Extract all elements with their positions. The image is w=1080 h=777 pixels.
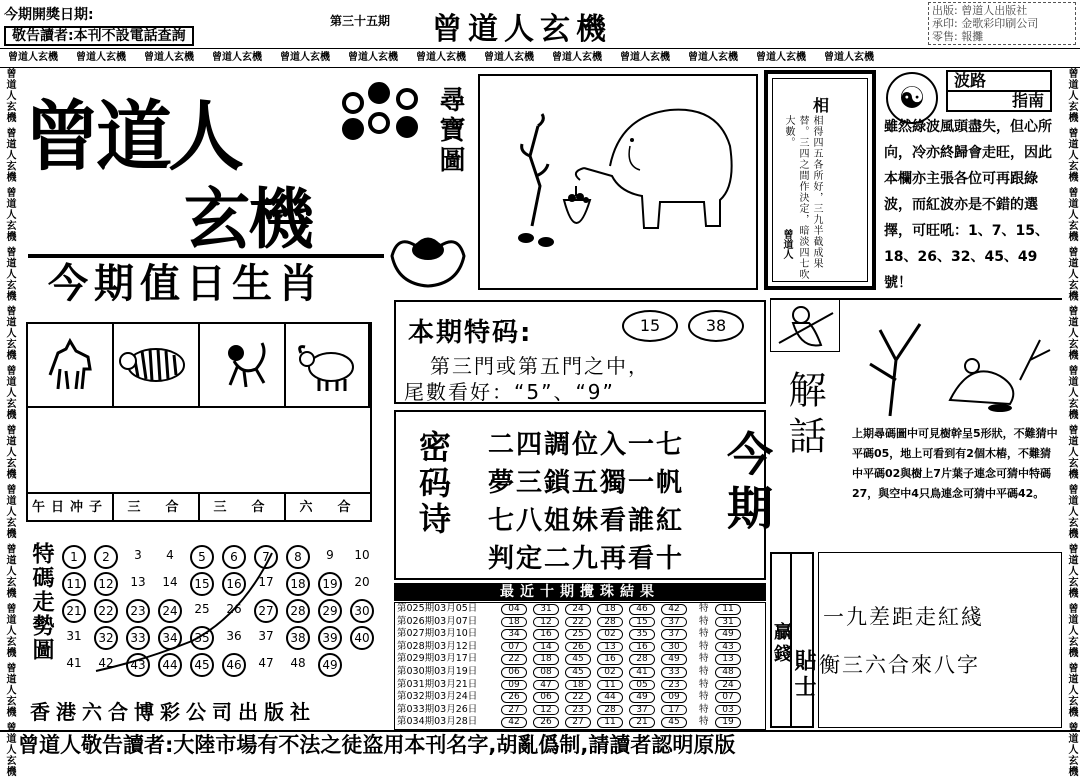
- results-row: [395, 628, 765, 641]
- results-ball: 14: [533, 642, 559, 653]
- monkey-icon: [212, 335, 272, 395]
- trend-number: 3: [134, 548, 142, 562]
- results-special-label: 特: [699, 603, 709, 614]
- brand-rail-item: 曾道人玄機: [4, 365, 15, 425]
- results-ball: 44: [597, 692, 623, 703]
- brand-rail-item: 曾道人玄機: [1066, 127, 1077, 187]
- brand-rail-item: 曾道人玄機: [756, 52, 806, 63]
- tiger-icon: [118, 335, 194, 395]
- brand-rail-item: 曾道人玄機: [1066, 603, 1077, 663]
- brand-rail-item: 曾道人玄機: [4, 722, 15, 777]
- results-ball: 45: [565, 654, 591, 665]
- trend-number: 15: [190, 572, 214, 596]
- brand-rail-item: 曾道人玄機: [1066, 484, 1077, 544]
- zodiac-cell: [114, 324, 200, 408]
- special-code-box: [394, 300, 766, 404]
- results-ball: 11: [597, 680, 623, 691]
- brand-rail-item: 曾道人玄機: [76, 52, 126, 63]
- treasure-map-label: 尋寶圖: [435, 86, 465, 176]
- trend-number: 8: [286, 545, 310, 569]
- trend-number: 44: [158, 653, 182, 677]
- trend-number: 29: [318, 599, 342, 623]
- trend-number: 9: [326, 548, 334, 562]
- treasure-illustration: [478, 74, 758, 290]
- results-row: [395, 666, 765, 679]
- results-special-ball: 11: [715, 604, 741, 615]
- brand-rail-item: 曾道人玄機: [1066, 305, 1077, 366]
- trend-number: 46: [222, 653, 246, 677]
- brand-rail-item: 曾道人玄機: [484, 52, 534, 63]
- results-ball: 41: [629, 667, 655, 678]
- poem-card-title: 相: [813, 96, 830, 115]
- phone-notice: 敬告讀者:本刊不設電話查詢: [4, 26, 194, 46]
- results-ball: 02: [597, 629, 623, 640]
- brand-rail-item: 曾道人玄機: [4, 68, 15, 128]
- results-ball: 24: [565, 604, 591, 615]
- results-title: 最近十期攪珠結果: [394, 583, 766, 601]
- boluo-title-a: 波路: [946, 70, 1052, 92]
- deco-dot: [396, 116, 418, 138]
- trend-chart-label: 特碼走勢圖: [29, 542, 54, 662]
- trend-number: 38: [286, 626, 310, 650]
- brand-rail-item: 曾道人玄機: [1066, 246, 1077, 306]
- trend-number: 14: [162, 575, 178, 589]
- brand-rail-item: 曾道人玄機: [1066, 186, 1077, 247]
- trend-number: 28: [286, 599, 310, 623]
- results-special-label: 特: [699, 703, 709, 715]
- explanation-label: 解話: [782, 370, 826, 462]
- trend-number: 25: [194, 602, 210, 616]
- results-row: [395, 641, 765, 654]
- results-special-label: 特: [699, 653, 709, 665]
- results-ball: 12: [533, 705, 559, 716]
- results-special-ball: 07: [715, 692, 741, 703]
- results-row: [395, 603, 765, 616]
- results-ball: 07: [501, 642, 527, 653]
- trend-number: 32: [94, 626, 118, 650]
- trend-number: 35: [190, 626, 214, 650]
- sage-icon: [771, 299, 839, 351]
- deco-dot: [368, 112, 390, 134]
- deco-dot: [342, 118, 364, 140]
- results-ball: 31: [533, 604, 559, 615]
- brand-rail-item: 曾道人玄機: [4, 127, 15, 187]
- trend-number: 16: [222, 572, 246, 596]
- results-ball: 37: [661, 617, 687, 628]
- brand-rail-item: 曾道人玄機: [1066, 662, 1077, 723]
- results-ball: 09: [661, 692, 687, 703]
- trend-number: 36: [226, 629, 242, 643]
- trend-curve: [92, 545, 292, 675]
- results-ball: 28: [629, 654, 655, 665]
- results-ball: 33: [661, 667, 687, 678]
- special-code-number: 15: [622, 310, 678, 342]
- trend-number: 27: [254, 599, 278, 623]
- results-ball: 16: [597, 654, 623, 665]
- bagua-icon: ☯: [886, 72, 938, 124]
- brand-rail-item: 曾道人玄機: [416, 52, 466, 63]
- explanation-text: 上期尋碼圖中可見樹幹呈5形狀，不難猜中平碼05，地上可看到有2個木樁，不難猜中平碼02與樹上7片葉子連念可猜中特碼27，與空中4只鳥連念可猜中平碼42。: [852, 427, 1058, 500]
- results-row: [395, 704, 765, 717]
- cipher-poem-line: 夢三鎖五獨一帆: [488, 468, 685, 498]
- results-date: 第030期03月19日: [397, 666, 478, 677]
- brand-rail-item: 曾道人玄機: [4, 484, 15, 544]
- trend-number: 30: [350, 599, 374, 623]
- win-tips-label-a: 贏錢: [770, 552, 792, 728]
- zodiac-blank-row: [28, 408, 370, 494]
- results-ball: 46: [629, 604, 655, 615]
- header-bar: [0, 0, 1080, 48]
- results-row: [395, 716, 765, 729]
- results-ball: 02: [597, 667, 623, 678]
- results-date: 第033期03月26日: [397, 703, 478, 715]
- publisher-footer: 香港六合博彩公司出版社: [30, 700, 316, 724]
- results-date: 第032期03月24日: [397, 691, 478, 703]
- zodiac-cell: [28, 324, 114, 408]
- brand-rail-item: 曾道人玄機: [4, 424, 15, 485]
- results-ball: 25: [565, 629, 591, 640]
- trend-number: 21: [62, 599, 86, 623]
- cipher-poem-box: [394, 410, 774, 580]
- trend-number: 43: [126, 653, 150, 677]
- results-special-ball: 31: [715, 617, 741, 628]
- results-row: [395, 691, 765, 704]
- logo-main-text: 曾道人: [24, 92, 240, 181]
- results-special-label: 特: [699, 615, 709, 627]
- cipher-poem-line: 七八姐妹看誰紅: [488, 506, 685, 536]
- brand-rail-item: 曾道人玄機: [1066, 365, 1077, 425]
- trend-number: 49: [318, 653, 342, 677]
- boluo-guide-text: 雖然綠波風頭盡失，但心所向，冷亦終歸會走旺，因此本欄亦主張各位可再跟綠波，而紅波亦是不錯的選擇，可旺吼：1、7、15、18、26、32、45、49號！: [884, 119, 1052, 291]
- trend-number: 47: [258, 656, 274, 670]
- horse-icon: [40, 335, 100, 395]
- trend-number: 26: [226, 602, 242, 616]
- brand-rail-item: 曾道人玄機: [212, 52, 262, 63]
- trend-number: 39: [318, 626, 342, 650]
- results-special-label: 特: [699, 640, 709, 652]
- results-ball: 42: [501, 717, 527, 728]
- results-date: 第028期03月12日: [397, 640, 478, 652]
- special-code-title: 本期特码:: [408, 318, 533, 348]
- brand-rail-item: 曾道人玄機: [4, 543, 15, 604]
- results-ball: 06: [501, 667, 527, 678]
- results-special-label: 特: [699, 716, 709, 728]
- brand-rail-item: 曾道人玄機: [1066, 424, 1077, 485]
- trend-number: 42: [98, 656, 114, 670]
- trend-number: 31: [66, 629, 82, 643]
- printer-line: 承印: 金歌彩印刷公司: [932, 17, 1039, 30]
- trend-number: 12: [94, 572, 118, 596]
- special-code-number: 38: [688, 310, 744, 342]
- zodiac-table: [26, 322, 372, 522]
- results-ball: 22: [501, 654, 527, 665]
- special-code-line: 第三門或第五門之中，: [430, 354, 650, 378]
- results-date: 第031期03月21日: [397, 678, 478, 690]
- results-ball: 37: [661, 629, 687, 640]
- this-issue-label: 今期: [720, 430, 774, 538]
- results-ball: 16: [629, 642, 655, 653]
- results-ball: 27: [501, 705, 527, 716]
- results-ball: 18: [533, 654, 559, 665]
- zodiac-cell: [286, 324, 370, 408]
- footer-notice: 曾道人敬告讀者:大陸市場有不法之徒盗用本刊名字,胡亂僞制,請讀者認明原版: [0, 730, 1080, 758]
- results-ball: 26: [501, 692, 527, 703]
- trend-number: 18: [286, 572, 310, 596]
- results-special-ball: 13: [715, 654, 741, 665]
- results-ball: 35: [629, 629, 655, 640]
- results-ball: 18: [565, 680, 591, 691]
- results-ball: 45: [661, 717, 687, 728]
- brand-rail-item: 曾道人玄機: [1066, 68, 1077, 128]
- sage-illustration: [770, 298, 840, 352]
- trend-number: 37: [258, 629, 274, 643]
- special-code-line: 尾數看好：“5”、“9”: [404, 380, 615, 404]
- results-special-ball: 24: [715, 680, 741, 691]
- publisher-line: 出版: 曾道人出版社: [932, 4, 1028, 17]
- trend-number: 11: [62, 572, 86, 596]
- trend-number: 17: [258, 575, 274, 589]
- brand-rail-item: 曾道人玄機: [348, 52, 398, 63]
- results-special-ball: 03: [715, 705, 741, 716]
- scene-illustration: [850, 300, 1056, 418]
- trend-number: 45: [190, 653, 214, 677]
- results-special-ball: 49: [715, 629, 741, 640]
- results-ball: 26: [533, 717, 559, 728]
- results-ball: 04: [501, 604, 527, 615]
- trend-number: 41: [66, 656, 82, 670]
- brand-rail-left: [0, 68, 18, 777]
- results-ball: 28: [597, 705, 623, 716]
- zodiac-label: 午日冲子: [28, 494, 114, 522]
- brand-rail-top: [0, 48, 1080, 68]
- poem-card: [764, 70, 876, 290]
- trend-number: 48: [290, 656, 306, 670]
- win-tips-label-b: 貼士: [792, 552, 814, 728]
- brand-rail-item: 曾道人玄機: [1066, 543, 1077, 604]
- trend-number: 40: [350, 626, 374, 650]
- results-ball: 06: [533, 692, 559, 703]
- results-row: [395, 616, 765, 629]
- results-special-label: 特: [699, 666, 709, 677]
- issue-date-label: 今期開獎日期:: [4, 7, 94, 23]
- trend-number: 5: [190, 545, 214, 569]
- results-ball: 42: [661, 604, 687, 615]
- brand-rail-item: 曾道人玄機: [4, 603, 15, 663]
- trend-number: 1: [62, 545, 86, 569]
- logo-sub-text: 玄機: [184, 181, 312, 258]
- results-ball: 23: [565, 705, 591, 716]
- win-tips-line: 衡三六合來八字: [819, 653, 980, 677]
- results-ball: 08: [533, 667, 559, 678]
- results-ball: 09: [501, 680, 527, 691]
- trend-number: 19: [318, 572, 342, 596]
- results-ball: 11: [597, 717, 623, 728]
- results-date: 第025期03月05日: [397, 603, 478, 614]
- results-special-label: 特: [699, 678, 709, 690]
- trend-number: 10: [354, 548, 370, 562]
- brand-rail-item: 曾道人玄機: [620, 52, 670, 63]
- trend-number: 2: [94, 545, 118, 569]
- win-tips-box: [818, 552, 1062, 728]
- results-special-label: 特: [699, 628, 709, 640]
- trend-number: 7: [254, 545, 278, 569]
- results-ball: 22: [565, 617, 591, 628]
- results-ball: 05: [629, 680, 655, 691]
- gold-ingot-icon: [388, 228, 468, 290]
- brand-rail-item: 曾道人玄機: [688, 52, 738, 63]
- results-ball: 12: [533, 617, 559, 628]
- results-date: 第026期03月07日: [397, 615, 478, 627]
- results-ball: 27: [565, 717, 591, 728]
- brand-rail-item: 曾道人玄機: [144, 52, 194, 63]
- issue-number: 第三十五期: [330, 14, 391, 28]
- results-ball: 28: [597, 617, 623, 628]
- trend-number: 33: [126, 626, 150, 650]
- brand-rail-item: 曾道人玄機: [4, 186, 15, 247]
- win-tips-line: 一九差距走紅綫: [823, 605, 984, 629]
- cipher-poem-label: 密码诗: [414, 430, 452, 538]
- brand-rail-item: 曾道人玄機: [280, 52, 330, 63]
- results-ball: 13: [597, 642, 623, 653]
- results-special-ball: 43: [715, 642, 741, 653]
- trend-number: 24: [158, 599, 182, 623]
- trend-number: 23: [126, 599, 150, 623]
- results-date: 第029期03月17日: [397, 653, 478, 665]
- results-ball: 34: [501, 629, 527, 640]
- poem-card-text: 相得四五各所好，三九半截成果替。三四之間作決定，暗淡四七吹大數。: [783, 115, 822, 280]
- results-ball: 47: [533, 680, 559, 691]
- results-date: 第027期03月10日: [397, 628, 478, 640]
- poem-card-inner: [772, 78, 868, 282]
- brand-rail-item: 曾道人玄機: [552, 52, 602, 63]
- deco-dot: [396, 88, 418, 110]
- results-special-ball: 48: [715, 667, 741, 678]
- results-ball: 45: [565, 667, 591, 678]
- sheep-icon: [295, 335, 359, 395]
- results-ball: 23: [661, 680, 687, 691]
- retail-line: 零售: 報攤: [932, 30, 984, 43]
- results-ball: 18: [597, 604, 623, 615]
- masthead-logo: [24, 76, 384, 258]
- zodiac-label: 三 合: [200, 494, 286, 522]
- results-ball: 17: [661, 705, 687, 716]
- tree-scene-icon: [850, 300, 1056, 418]
- trend-number: 20: [354, 575, 370, 589]
- trend-number: 34: [158, 626, 182, 650]
- results-ball: 15: [629, 617, 655, 628]
- zodiac-label: 六 合: [299, 500, 357, 515]
- trend-number: 22: [94, 599, 118, 623]
- publisher-info: [928, 2, 1076, 45]
- results-ball: 49: [629, 692, 655, 703]
- results-ball: 16: [533, 629, 559, 640]
- elephant-illustration: [480, 76, 756, 288]
- results-ball: 49: [661, 654, 687, 665]
- brand-rail-item: 曾道人玄機: [824, 52, 874, 63]
- zodiac-label: 三 合: [114, 494, 200, 522]
- zodiac-title: 今期值日生肖: [28, 254, 384, 308]
- results-date: 第034期03月28日: [397, 716, 478, 728]
- brand-rail-right: [1062, 68, 1080, 777]
- brand-rail-item: 曾道人玄機: [4, 305, 15, 366]
- results-special-ball: 19: [715, 717, 741, 728]
- trend-number: 6: [222, 545, 246, 569]
- results-ball: 26: [565, 642, 591, 653]
- brand-rail-item: 曾道人玄機: [1066, 722, 1077, 777]
- results-ball: 37: [629, 705, 655, 716]
- cipher-poem-line: 判定二九再看十: [488, 544, 685, 574]
- cipher-poem-line: 二四調位入一七: [488, 430, 685, 460]
- results-ball: 22: [565, 692, 591, 703]
- trend-number: 13: [130, 575, 146, 589]
- results-special-label: 特: [699, 691, 709, 703]
- results-ball: 18: [501, 617, 527, 628]
- trend-number: 4: [166, 548, 174, 562]
- deco-dot: [342, 92, 364, 114]
- results-row: [395, 679, 765, 692]
- zodiac-cell: [200, 324, 286, 408]
- boluo-title-b: 指南: [946, 90, 1052, 112]
- brand-rail-item: 曾道人玄機: [8, 52, 58, 63]
- results-row: [395, 653, 765, 666]
- poem-card-signature: 曾道人: [781, 229, 792, 259]
- brand-rail-item: 曾道人玄機: [4, 662, 15, 723]
- brand-rail-item: 曾道人玄機: [4, 246, 15, 306]
- deco-dot: [368, 82, 390, 104]
- results-ball: 30: [661, 642, 687, 653]
- results-ball: 21: [629, 717, 655, 728]
- results-table: [394, 602, 766, 730]
- header-title: 曾道人玄機: [432, 12, 612, 47]
